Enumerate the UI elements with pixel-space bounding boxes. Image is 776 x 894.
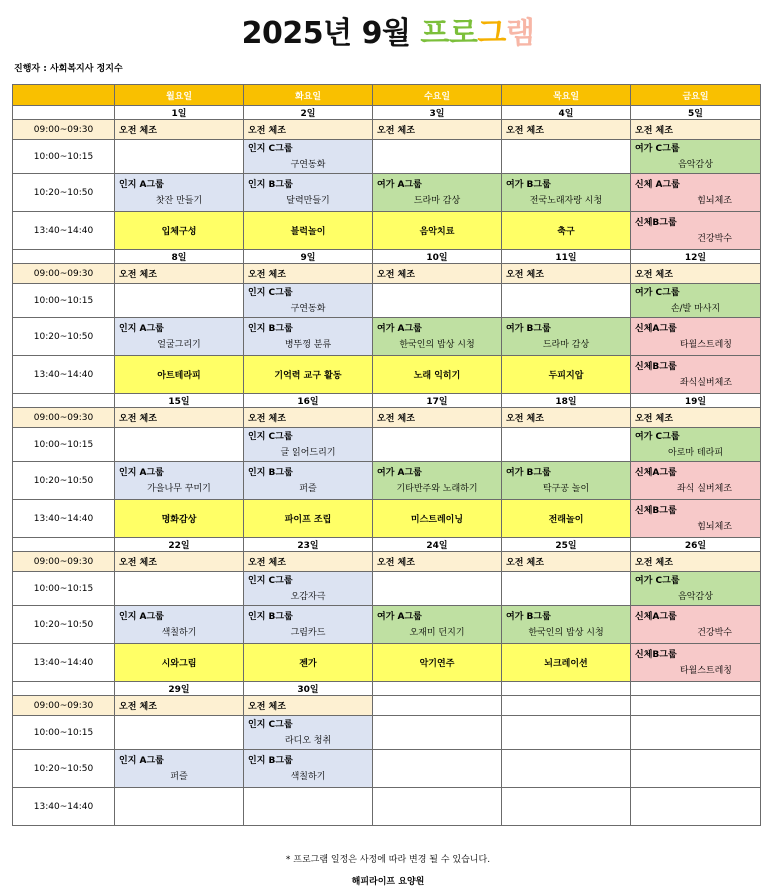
date-cell: 3일 <box>373 106 502 120</box>
group-program-cell <box>631 606 761 644</box>
activity-name: 퍼즐 <box>299 483 317 494</box>
facility-name: 해피라이프 요양원 <box>351 877 425 887</box>
empty-cell <box>373 572 502 606</box>
group-program-cell <box>631 140 761 174</box>
group-program-cell <box>373 174 502 212</box>
morning-exercise-cell: 오전 체조 <box>502 120 631 140</box>
date-cell: 17일 <box>373 394 502 408</box>
group-name: 신체A그룹 <box>635 467 677 478</box>
group-name: 신체B그룹 <box>635 361 677 372</box>
group-name: 인지 B그룹 <box>248 323 293 334</box>
special-program-cell: 입체구성 <box>115 212 244 250</box>
activity-name: 타월스트레칭 <box>679 339 732 350</box>
morning-exercise-cell: 오전 체조 <box>373 264 502 284</box>
weekday-header: 금요일 <box>631 85 761 106</box>
time-row <box>13 428 761 462</box>
special-program-cell: 축구 <box>502 212 631 250</box>
date-cell: 9일 <box>244 250 373 264</box>
empty-cell <box>115 716 244 750</box>
group-name: 여가 A그룹 <box>377 467 422 478</box>
date-row <box>13 106 761 120</box>
group-name: 인지 C그룹 <box>248 431 293 442</box>
time-label: 13:40~14:40 <box>13 644 115 682</box>
page-title <box>0 12 776 56</box>
activity-name: 탁구공 놀이 <box>542 483 590 494</box>
empty-cell <box>373 716 502 750</box>
group-name: 신체B그룹 <box>635 649 677 660</box>
weekday-header: 목요일 <box>502 85 631 106</box>
group-name: 신체A그룹 <box>635 611 677 622</box>
group-program-cell <box>244 572 373 606</box>
group-name: 인지 C그룹 <box>248 719 293 730</box>
time-row <box>13 140 761 174</box>
date-row-blank <box>13 394 115 408</box>
morning-exercise-cell: 오전 체조 <box>631 120 761 140</box>
date-cell: 26일 <box>631 538 761 552</box>
activity-name: 한국인의 밥상 시청 <box>399 339 475 350</box>
group-program-cell <box>115 606 244 644</box>
time-row <box>13 284 761 318</box>
empty-cell <box>631 750 761 788</box>
group-program-cell <box>631 462 761 500</box>
empty-cell <box>502 716 631 750</box>
morning-exercise-cell: 오전 체조 <box>115 120 244 140</box>
group-program-cell <box>502 462 631 500</box>
group-name: 여가 B그룹 <box>506 323 551 334</box>
time-label: 13:40~14:40 <box>13 356 115 394</box>
time-label: 10:00~10:15 <box>13 428 115 462</box>
morning-exercise-cell: 오전 체조 <box>373 408 502 428</box>
group-name: 여가 A그룹 <box>377 611 422 622</box>
time-row <box>13 788 761 826</box>
date-cell <box>631 682 761 696</box>
time-row <box>13 318 761 356</box>
morning-exercise-cell <box>631 696 761 716</box>
group-name: 여가 B그룹 <box>506 611 551 622</box>
date-cell: 25일 <box>502 538 631 552</box>
activity-name: 좌식 실버체조 <box>676 483 732 494</box>
empty-cell <box>502 140 631 174</box>
time-row <box>13 462 761 500</box>
time-label: 10:20~10:50 <box>13 750 115 788</box>
group-name: 인지 A그룹 <box>119 611 164 622</box>
group-name: 인지 A그룹 <box>119 467 164 478</box>
group-name: 인지 A그룹 <box>119 755 164 766</box>
morning-exercise-cell: 오전 체조 <box>502 264 631 284</box>
time-row <box>13 500 761 538</box>
group-name: 인지 C그룹 <box>248 143 293 154</box>
activity-name: 병뚜껑 분류 <box>284 339 332 350</box>
time-row <box>13 356 761 394</box>
special-program-cell: 기억력 교구 활동 <box>244 356 373 394</box>
group-program-cell <box>115 174 244 212</box>
date-cell: 18일 <box>502 394 631 408</box>
date-cell: 22일 <box>115 538 244 552</box>
date-row <box>13 538 761 552</box>
group-program-cell <box>631 644 761 682</box>
time-label: 09:00~09:30 <box>13 120 115 140</box>
group-program-cell <box>373 318 502 356</box>
date-cell: 24일 <box>373 538 502 552</box>
group-program-cell <box>244 750 373 788</box>
weekday-header: 월요일 <box>115 85 244 106</box>
group-program-cell <box>244 318 373 356</box>
activity-name: 라디오 청취 <box>284 735 332 746</box>
group-name: 여가 A그룹 <box>377 323 422 334</box>
time-row-morning <box>13 552 761 572</box>
empty-cell <box>631 716 761 750</box>
time-label: 10:00~10:15 <box>13 572 115 606</box>
date-row-blank <box>13 538 115 552</box>
special-program-cell: 뇌크레이션 <box>502 644 631 682</box>
date-cell: 16일 <box>244 394 373 408</box>
activity-name: 음악감상 <box>678 159 713 170</box>
group-name: 신체 A그룹 <box>635 179 680 190</box>
activity-name: 아로마 테라피 <box>667 447 724 458</box>
group-name: 신체B그룹 <box>635 217 677 228</box>
date-row-blank <box>13 106 115 120</box>
group-program-cell <box>631 500 761 538</box>
activity-name: 힘뇌체조 <box>697 195 732 206</box>
date-cell: 4일 <box>502 106 631 120</box>
group-program-cell <box>373 606 502 644</box>
date-cell <box>373 682 502 696</box>
group-program-cell <box>115 750 244 788</box>
date-cell: 8일 <box>115 250 244 264</box>
date-row <box>13 250 761 264</box>
morning-exercise-cell: 오전 체조 <box>631 264 761 284</box>
date-row <box>13 682 761 696</box>
group-program-cell <box>502 606 631 644</box>
activity-name: 얼굴그리기 <box>157 339 201 350</box>
date-cell: 23일 <box>244 538 373 552</box>
empty-cell <box>373 284 502 318</box>
special-program-cell: 젠가 <box>244 644 373 682</box>
group-program-cell <box>631 428 761 462</box>
time-label: 10:20~10:50 <box>13 318 115 356</box>
time-row <box>13 606 761 644</box>
group-program-cell <box>631 284 761 318</box>
group-name: 인지 B그룹 <box>248 179 293 190</box>
presenter-label: 진행자 : 사회복지사 정지수 <box>14 64 123 74</box>
group-name: 인지 B그룹 <box>248 611 293 622</box>
time-row-morning <box>13 408 761 428</box>
empty-cell <box>502 788 631 826</box>
group-name: 인지 A그룹 <box>119 179 164 190</box>
special-program-cell: 미스트레이닝 <box>373 500 502 538</box>
time-label: 10:20~10:50 <box>13 174 115 212</box>
activity-name: 건강박수 <box>697 627 732 638</box>
activity-name: 좌식실버체조 <box>679 377 732 388</box>
group-program-cell <box>244 716 373 750</box>
schedule-table <box>12 84 761 826</box>
empty-cell <box>502 284 631 318</box>
group-program-cell <box>244 606 373 644</box>
morning-exercise-cell <box>373 696 502 716</box>
date-cell: 2일 <box>244 106 373 120</box>
time-label: 10:00~10:15 <box>13 284 115 318</box>
header-blank-cell <box>13 85 115 106</box>
group-name: 인지 C그룹 <box>248 575 293 586</box>
morning-exercise-cell: 오전 체조 <box>115 552 244 572</box>
group-program-cell <box>244 140 373 174</box>
morning-exercise-cell <box>502 696 631 716</box>
empty-cell <box>373 428 502 462</box>
group-program-cell <box>244 428 373 462</box>
special-program-cell: 시와그림 <box>115 644 244 682</box>
group-name: 여가 B그룹 <box>506 179 551 190</box>
activity-name: 색칠하기 <box>161 627 197 638</box>
title-char-2: 로 <box>448 16 478 51</box>
group-program-cell <box>502 318 631 356</box>
morning-exercise-cell: 오전 체조 <box>502 552 631 572</box>
activity-name: 가을나무 꾸미기 <box>147 483 211 494</box>
empty-cell <box>115 284 244 318</box>
date-cell: 15일 <box>115 394 244 408</box>
special-program-cell: 두피지압 <box>502 356 631 394</box>
weekday-header: 화요일 <box>244 85 373 106</box>
group-name: 인지 A그룹 <box>119 323 164 334</box>
activity-name: 그림카드 <box>290 627 326 638</box>
group-name: 인지 C그룹 <box>248 287 293 298</box>
activity-name: 힘뇌체조 <box>697 521 732 532</box>
time-row <box>13 750 761 788</box>
special-program-cell: 블럭놀이 <box>244 212 373 250</box>
time-row <box>13 644 761 682</box>
morning-exercise-cell: 오전 체조 <box>502 408 631 428</box>
empty-cell <box>373 750 502 788</box>
activity-name: 타월스트레칭 <box>679 665 732 676</box>
time-label: 10:20~10:50 <box>13 462 115 500</box>
morning-exercise-cell: 오전 체조 <box>244 120 373 140</box>
empty-cell <box>115 428 244 462</box>
activity-name: 달력만들기 <box>286 195 330 206</box>
group-program-cell <box>631 572 761 606</box>
time-row <box>13 716 761 750</box>
special-program-cell: 파이프 조립 <box>244 500 373 538</box>
time-row-morning <box>13 696 761 716</box>
date-cell: 1일 <box>115 106 244 120</box>
activity-name: 한국인의 밥상 시청 <box>528 627 604 638</box>
group-name: 여가 C그룹 <box>635 287 680 298</box>
morning-exercise-cell: 오전 체조 <box>244 264 373 284</box>
time-row <box>13 174 761 212</box>
date-cell: 12일 <box>631 250 761 264</box>
time-label: 09:00~09:30 <box>13 264 115 284</box>
empty-cell <box>502 428 631 462</box>
time-label: 09:00~09:30 <box>13 696 115 716</box>
title-char-1: 프 <box>420 16 449 51</box>
time-row-morning <box>13 264 761 284</box>
group-program-cell <box>631 318 761 356</box>
time-label: 09:00~09:30 <box>13 408 115 428</box>
time-label: 13:40~14:40 <box>13 788 115 826</box>
empty-cell <box>373 788 502 826</box>
date-cell: 19일 <box>631 394 761 408</box>
group-name: 신체A그룹 <box>635 323 677 334</box>
time-label: 09:00~09:30 <box>13 552 115 572</box>
time-label: 13:40~14:40 <box>13 500 115 538</box>
title-char-3: 그 <box>477 16 506 51</box>
group-name: 신체B그룹 <box>635 505 677 516</box>
empty-cell <box>502 572 631 606</box>
activity-name: 퍼즐 <box>170 771 188 782</box>
activity-name: 오재미 던지기 <box>409 627 465 638</box>
morning-exercise-cell: 오전 체조 <box>631 552 761 572</box>
title-char-4: 램 <box>505 16 535 51</box>
empty-cell <box>502 750 631 788</box>
activity-name: 글 읽어드리기 <box>280 447 336 458</box>
group-program-cell <box>115 462 244 500</box>
morning-exercise-cell: 오전 체조 <box>244 696 373 716</box>
group-name: 여가 C그룹 <box>635 431 680 442</box>
group-program-cell <box>502 174 631 212</box>
weekday-header: 수요일 <box>373 85 502 106</box>
schedule-note: * 프로그램 일정은 사정에 따라 변경 될 수 있습니다. <box>285 855 491 865</box>
special-program-cell: 명화감상 <box>115 500 244 538</box>
activity-name: 드라마 감상 <box>413 195 461 206</box>
activity-name: 건강박수 <box>697 233 732 244</box>
group-program-cell <box>244 462 373 500</box>
empty-cell <box>373 140 502 174</box>
group-program-cell <box>631 174 761 212</box>
title-date: 2025년 9월 <box>241 16 411 51</box>
activity-name: 구연동화 <box>290 303 326 314</box>
group-name: 인지 B그룹 <box>248 755 293 766</box>
date-cell: 5일 <box>631 106 761 120</box>
empty-cell <box>115 788 244 826</box>
group-program-cell <box>631 212 761 250</box>
special-program-cell: 악기연주 <box>373 644 502 682</box>
activity-name: 손/발 마사지 <box>670 303 721 314</box>
special-program-cell: 음악치료 <box>373 212 502 250</box>
morning-exercise-cell: 오전 체조 <box>244 552 373 572</box>
date-cell: 29일 <box>115 682 244 696</box>
empty-cell <box>115 572 244 606</box>
special-program-cell: 아트테라피 <box>115 356 244 394</box>
date-row-blank <box>13 250 115 264</box>
activity-name: 구연동화 <box>290 159 326 170</box>
special-program-cell: 노래 익히기 <box>373 356 502 394</box>
empty-cell <box>115 140 244 174</box>
date-cell <box>502 682 631 696</box>
time-row-morning <box>13 120 761 140</box>
date-row-blank <box>13 682 115 696</box>
group-name: 인지 B그룹 <box>248 467 293 478</box>
date-cell: 30일 <box>244 682 373 696</box>
group-name: 여가 B그룹 <box>506 467 551 478</box>
group-program-cell <box>631 356 761 394</box>
group-program-cell <box>115 318 244 356</box>
date-cell: 11일 <box>502 250 631 264</box>
activity-name: 드라마 감상 <box>542 339 590 350</box>
empty-cell <box>631 788 761 826</box>
special-program-cell: 전래놀이 <box>502 500 631 538</box>
activity-name: 색칠하기 <box>290 771 326 782</box>
group-program-cell <box>373 462 502 500</box>
morning-exercise-cell: 오전 체조 <box>244 408 373 428</box>
morning-exercise-cell: 오전 체조 <box>115 408 244 428</box>
morning-exercise-cell: 오전 체조 <box>373 552 502 572</box>
group-program-cell <box>244 174 373 212</box>
time-label: 10:00~10:15 <box>13 716 115 750</box>
time-label: 10:20~10:50 <box>13 606 115 644</box>
morning-exercise-cell: 오전 체조 <box>631 408 761 428</box>
activity-name: 전국노래자랑 시청 <box>529 195 603 206</box>
morning-exercise-cell: 오전 체조 <box>115 264 244 284</box>
time-label: 13:40~14:40 <box>13 212 115 250</box>
group-name: 여가 C그룹 <box>635 143 680 154</box>
activity-name: 음악감상 <box>678 591 713 602</box>
group-program-cell <box>244 284 373 318</box>
activity-name: 찻잔 만들기 <box>155 195 203 206</box>
date-cell: 10일 <box>373 250 502 264</box>
morning-exercise-cell: 오전 체조 <box>373 120 502 140</box>
activity-name: 오감자극 <box>290 591 326 602</box>
time-row <box>13 212 761 250</box>
weekday-header-row <box>13 85 761 106</box>
group-name: 여가 A그룹 <box>377 179 422 190</box>
time-row <box>13 572 761 606</box>
group-name: 여가 C그룹 <box>635 575 680 586</box>
time-label: 10:00~10:15 <box>13 140 115 174</box>
morning-exercise-cell: 오전 체조 <box>115 696 244 716</box>
empty-cell <box>244 788 373 826</box>
activity-name: 기타반주와 노래하기 <box>396 483 478 494</box>
date-row <box>13 394 761 408</box>
